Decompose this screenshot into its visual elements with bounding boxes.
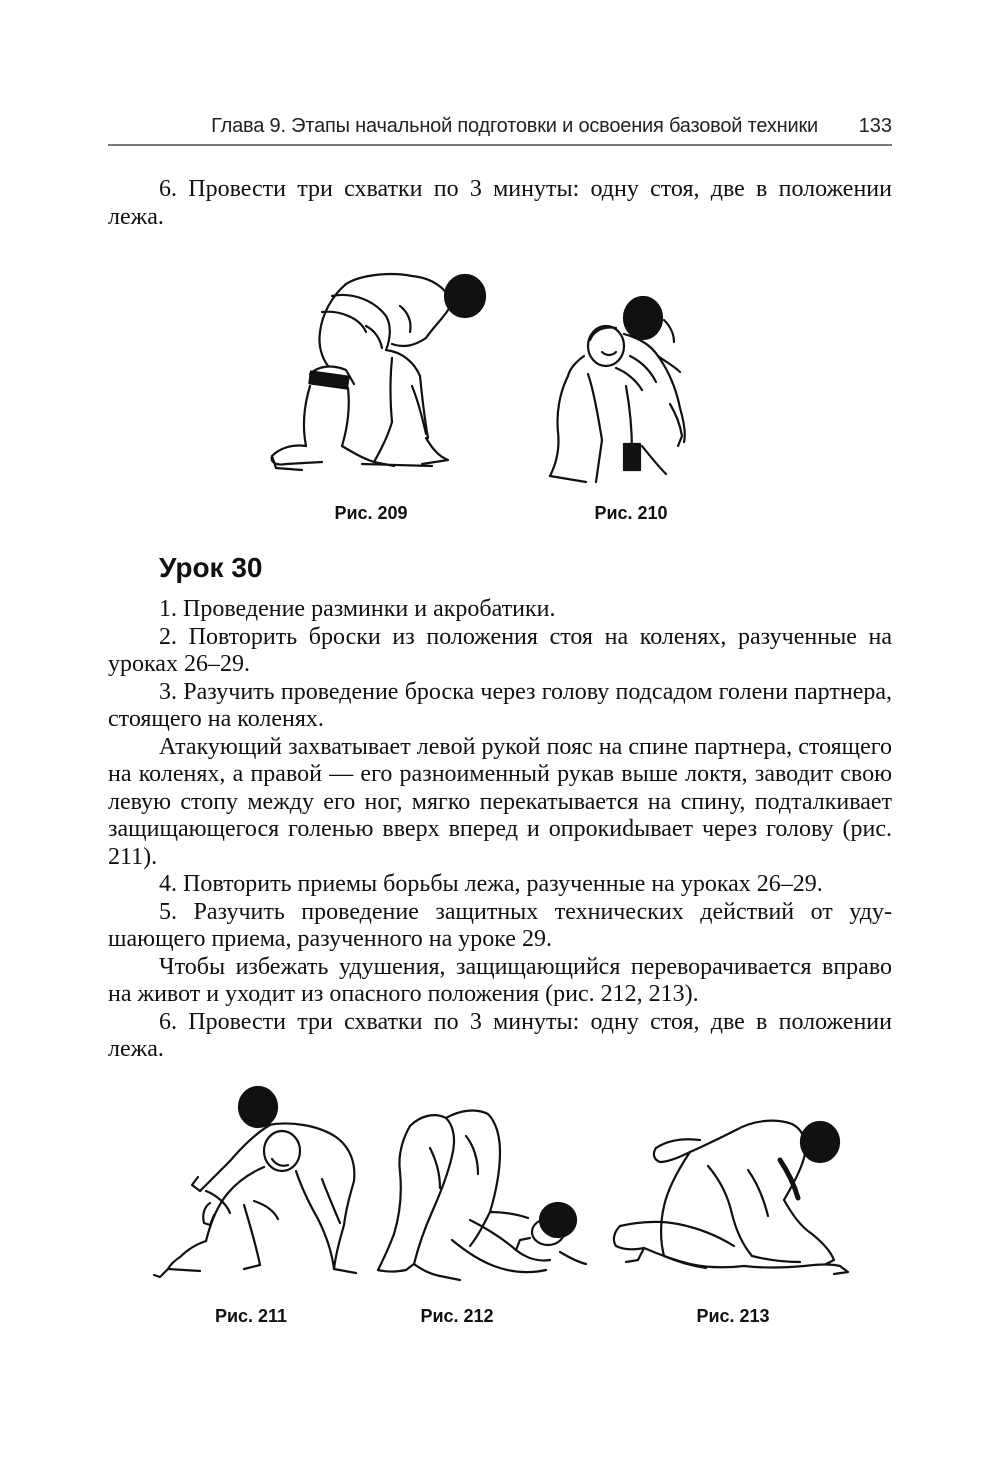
judo-ground-escape-illustration xyxy=(370,1100,600,1290)
figure-caption: Рис. 212 xyxy=(420,1306,494,1326)
figure-caption: Рис. 213 xyxy=(696,1306,770,1326)
figure-caption: Рис. 209 xyxy=(334,503,408,523)
paragraph: Атакующий захватывает левой рукой пояс на спине партнера, стоящего на коленях, а правой — его разноименный рукав выше локтя, заводит свою левую стопу между его ног, мягко перекатывается на спину, подталкивает защищающегося голенью вверх вперед и опрокиdывает через голову (рис. 211). xyxy=(108,733,892,870)
judo-kneeling-grip-illustration xyxy=(262,266,492,476)
top-paragraph-block xyxy=(108,176,892,231)
paragraph: 1. Проведение разминки и акробатики. xyxy=(159,596,556,622)
paragraph: 6. Провести три схватки по 3 минуты: одну стоя, две в положении лежа. xyxy=(108,176,892,230)
running-header xyxy=(108,112,892,142)
paragraph: 6. Провести три схватки по 3 минуты: одну стоя, две в положении лежа. xyxy=(108,1008,892,1062)
chapter-title: Глава 9. Этапы начальной подготовки и освоения базовой техники xyxy=(211,115,818,137)
figure-caption: Рис. 210 xyxy=(594,503,668,523)
paragraph: 4. Повторить приемы борьбы лежа, разученные на уроках 26–29. xyxy=(159,871,823,897)
paragraph: 2. Повторить броски из положения стоя на коленях, разученные на уроках 26–29. xyxy=(108,623,892,677)
header-rule xyxy=(108,144,892,146)
lesson-body xyxy=(108,596,892,1064)
paragraph: 3. Разучить проведение броска через голову подсадом голени партнера, стоящего на коленях. xyxy=(108,678,892,732)
judo-kneeling-choke-illustration xyxy=(546,296,706,486)
paragraph: Чтобы избежать удушения, защищающийся переворачивается вправо на живот и уходит из опасного положения (рис. 212, 213). xyxy=(108,953,892,1007)
lesson-heading: Урок 30 xyxy=(159,552,263,583)
paragraph: 5. Разучить проведение защитных технических действий от удушающего приема, разученного на уроке 29. xyxy=(108,898,892,952)
page-number: 133 xyxy=(858,115,892,137)
judo-turn-to-stomach-illustration xyxy=(608,1110,858,1290)
figure-caption: Рис. 211 xyxy=(214,1306,288,1326)
judo-throw-over-head-illustration xyxy=(150,1085,370,1285)
